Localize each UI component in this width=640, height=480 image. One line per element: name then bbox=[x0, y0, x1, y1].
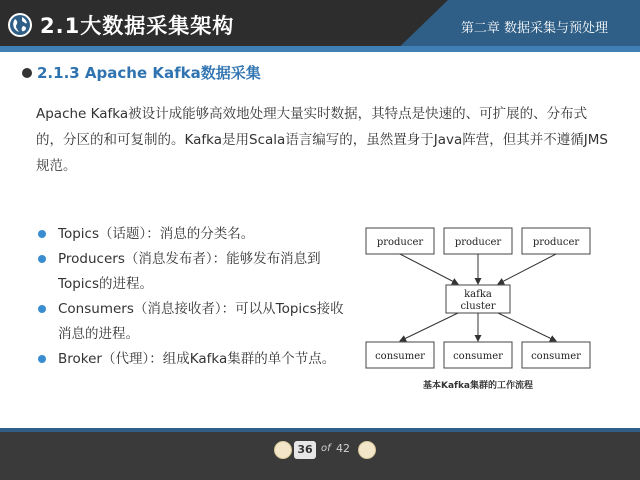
diagram-caption: 基本Kafka集群的工作流程 bbox=[422, 381, 534, 391]
intro-paragraph: Apache Kafka被设计成能够高效地处理大量实时数据，其特点是快速的、可扩展的、分布式的，分区的和可复制的。Kafka是用Scala语言编写的，虽然置身于Java阵营，但其并不遵循JMS规范。 bbox=[36, 106, 608, 174]
section-bullet-icon bbox=[22, 68, 32, 78]
arrow-cluster-to-consumer bbox=[498, 313, 556, 341]
consumer-label: consumer bbox=[375, 351, 425, 362]
list-item bbox=[36, 222, 354, 247]
arrow-producer-to-cluster bbox=[400, 254, 458, 284]
previous-page-button[interactable] bbox=[274, 441, 292, 459]
producer-label: producer bbox=[376, 237, 424, 248]
page-of-label: of bbox=[321, 443, 331, 454]
definition-text: Producers（消息发布者）：能够发布消息到Topics的进程。 bbox=[58, 251, 321, 292]
list-item bbox=[36, 297, 354, 347]
next-page-button[interactable] bbox=[358, 441, 376, 459]
header-accent-line bbox=[0, 46, 640, 52]
producer-label: producer bbox=[532, 237, 580, 248]
bullet-dot-icon bbox=[38, 255, 46, 263]
cluster-label: cluster bbox=[460, 301, 496, 312]
page-navigator bbox=[0, 441, 640, 461]
consumer-label: consumer bbox=[531, 351, 581, 362]
definition-list bbox=[36, 222, 354, 372]
slide-title: 2.1大数据采集架构 bbox=[40, 14, 235, 38]
definition-text: Consumers（消息接收者）：可以从Topics接收消息的进程。 bbox=[58, 301, 344, 342]
arrow-producer-to-cluster bbox=[498, 254, 556, 284]
consumer-label: consumer bbox=[453, 351, 503, 362]
kafka-cluster-diagram bbox=[362, 222, 594, 374]
list-item bbox=[36, 347, 354, 372]
footer-accent-line bbox=[0, 428, 640, 432]
section-heading: 2.1.3 Apache Kafka数据采集 bbox=[37, 64, 261, 82]
definition-text: Broker（代理）：组成Kafka集群的单个节点。 bbox=[58, 351, 336, 367]
current-page-number: 36 bbox=[294, 441, 316, 459]
cluster-label: kafka bbox=[464, 289, 492, 300]
bullet-dot-icon bbox=[38, 355, 46, 363]
list-item bbox=[36, 247, 354, 297]
definition-text: Topics（话题）：消息的分类名。 bbox=[58, 226, 255, 242]
producer-label: producer bbox=[454, 237, 502, 248]
bullet-dot-icon bbox=[38, 230, 46, 238]
globe-icon bbox=[8, 13, 32, 37]
total-pages: 42 bbox=[336, 442, 350, 455]
bullet-dot-icon bbox=[38, 305, 46, 313]
arrow-cluster-to-consumer bbox=[400, 313, 458, 341]
chapter-label: 第二章 数据采集与预处理 bbox=[460, 21, 608, 36]
